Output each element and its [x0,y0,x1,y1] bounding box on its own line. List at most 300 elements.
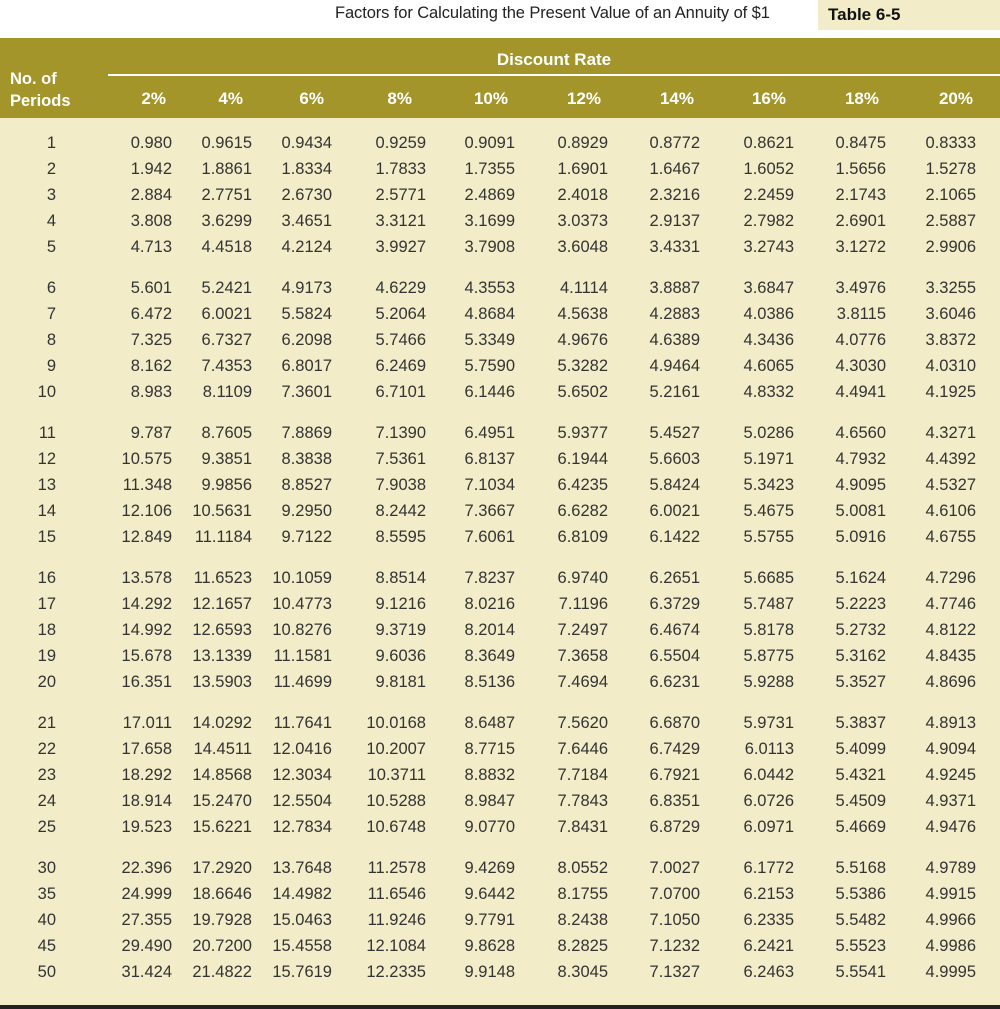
factor-cell: 3.4331 [649,238,700,256]
factor-cell: 6.2421 [743,937,794,955]
factor-cell: 5.0286 [743,424,794,442]
period-cell: 16 [37,569,56,587]
factor-cell: 31.424 [121,963,172,981]
factor-cell: 13.1339 [192,647,252,665]
period-cell: 10 [37,383,56,401]
factor-cell: 7.0027 [649,859,700,877]
factor-cell: 4.7746 [925,595,976,613]
factor-cell: 3.1272 [835,238,886,256]
table-row [0,643,1000,669]
table-row [0,234,1000,260]
factor-cell: 4.9173 [281,279,332,297]
factor-cell: 4.7296 [925,569,976,587]
factor-cell: 4.9915 [925,885,976,903]
factor-cell: 2.884 [130,186,172,204]
factor-cell: 7.6446 [557,740,608,758]
factor-cell: 4.7932 [835,450,886,468]
factor-cell: 3.1699 [464,212,515,230]
factor-cell: 2.4869 [464,186,515,204]
factor-cell: 2.7751 [201,186,252,204]
factor-cell: 8.6487 [464,714,515,732]
factor-cell: 5.3282 [557,357,608,375]
factor-cell: 3.4651 [281,212,332,230]
factor-cell: 4.2124 [281,238,332,256]
factor-cell: 5.1624 [835,569,886,587]
factor-cell: 4.0386 [743,305,794,323]
factor-cell: 9.9148 [464,963,515,981]
factor-cell: 11.348 [122,476,172,494]
factor-cell: 3.6048 [557,238,608,256]
factor-cell: 12.7834 [272,818,332,836]
factor-cell: 8.0552 [557,859,608,877]
factor-cell: 14.4982 [272,885,332,903]
factor-cell: 12.1657 [192,595,252,613]
factor-cell: 11.6523 [193,569,252,587]
factor-cell: 10.6748 [366,818,426,836]
factor-cell: 15.0463 [272,911,332,929]
table-row [0,855,1000,881]
factor-cell: 15.678 [121,647,172,665]
factor-cell: 0.8929 [557,134,608,152]
factor-cell: 8.2825 [557,937,608,955]
period-cell: 19 [37,647,56,665]
periods-heading-line2: Periods [10,92,71,110]
factor-cell: 18.292 [121,766,172,784]
factor-cell: 7.3658 [557,647,608,665]
factor-cell: 8.8514 [375,569,426,587]
factor-cell: 6.8729 [649,818,700,836]
factor-cell: 1.8861 [201,160,252,178]
factor-cell: 8.162 [130,357,172,375]
factor-cell: 4.8122 [925,621,976,639]
factor-cell: 6.0726 [743,792,794,810]
factor-cell: 5.9288 [743,673,794,691]
factor-cell: 20.7200 [192,937,252,955]
factor-cell: 6.2651 [649,569,700,587]
rate-header-6: 6% [299,89,324,108]
table-body [0,118,1000,1009]
periods-heading-line1: No. of [10,70,57,88]
factor-cell: 5.4099 [835,740,886,758]
factor-cell: 12.1084 [366,937,426,955]
factor-cell: 6.1944 [557,450,608,468]
factor-cell: 4.6229 [375,279,426,297]
factor-cell: 5.8178 [743,621,794,639]
factor-cell: 5.5824 [281,305,332,323]
table-row [0,710,1000,736]
table-row [0,881,1000,907]
factor-cell: 5.5523 [835,937,886,955]
factor-cell: 5.4669 [835,818,886,836]
factor-cell: 7.1232 [649,937,700,955]
table-row [0,301,1000,327]
factor-cell: 0.9434 [281,134,332,152]
factor-cell: 8.2014 [464,621,515,639]
factor-cell: 10.0168 [366,714,426,732]
factor-cell: 15.2470 [192,792,252,810]
factor-cell: 7.1390 [375,424,426,442]
factor-cell: 4.9245 [925,766,976,784]
table-label: Table 6-5 [828,5,901,24]
factor-cell: 7.4694 [557,673,608,691]
table-row [0,959,1000,985]
factor-cell: 7.6061 [464,528,515,546]
factor-cell: 2.2459 [743,186,794,204]
factor-cell: 4.1925 [925,383,976,401]
factor-cell: 4.6755 [925,528,976,546]
factor-cell: 5.5168 [835,859,886,877]
factor-cell: 9.6036 [375,647,426,665]
factor-cell: 4.8696 [925,673,976,691]
factor-cell: 4.9464 [649,357,700,375]
rate-header-10: 10% [473,89,508,108]
factor-cell: 13.5903 [192,673,252,691]
period-cell: 14 [37,502,56,520]
factor-cell: 5.6685 [743,569,794,587]
period-cell: 22 [37,740,56,758]
factor-cell: 13.7648 [272,859,332,877]
factor-cell: 4.9095 [835,476,886,494]
factor-cell: 6.2469 [375,357,426,375]
period-cell: 35 [37,885,56,903]
period-cell: 13 [37,476,56,494]
rate-header-2: 2% [141,89,166,108]
period-cell: 18 [37,621,56,639]
table-row [0,814,1000,840]
factor-cell: 0.8475 [835,134,886,152]
factor-cell: 3.3121 [375,212,426,230]
factor-cell: 3.808 [130,212,172,230]
factor-cell: 4.3271 [925,424,976,442]
factor-cell: 7.8237 [464,569,515,587]
factor-cell: 3.7908 [464,238,515,256]
factor-cell: 8.3838 [281,450,332,468]
factor-cell: 5.2732 [835,621,886,639]
factor-cell: 3.6299 [201,212,252,230]
period-cell: 23 [37,766,56,784]
factor-cell: 9.8628 [464,937,515,955]
factor-cell: 7.8869 [281,424,332,442]
factor-cell: 6.2098 [281,331,332,349]
factor-cell: 6.4951 [464,424,515,442]
factor-cell: 6.1772 [743,859,794,877]
factor-cell: 6.7101 [375,383,426,401]
factor-cell: 7.325 [130,331,172,349]
table-row [0,420,1000,446]
factor-cell: 4.9986 [925,937,976,955]
rate-header-14: 14% [659,89,694,108]
title-bar [0,0,1000,38]
table-row [0,208,1000,234]
factor-cell: 5.2421 [201,279,252,297]
factor-cell: 6.2153 [743,885,794,903]
factor-cell: 4.9789 [925,859,976,877]
factor-cell: 0.8333 [925,134,976,152]
period-cell: 2 [46,160,56,178]
factor-cell: 9.3719 [375,621,426,639]
factor-cell: 8.1755 [557,885,608,903]
factor-cell: 6.0113 [744,740,794,758]
factor-cell: 11.6546 [367,885,426,903]
factor-cell: 14.992 [121,621,172,639]
periods-heading [10,68,71,112]
factor-cell: 7.3667 [464,502,515,520]
factor-cell: 5.3423 [743,476,794,494]
factor-cell: 14.292 [121,595,172,613]
factor-cell: 14.4511 [193,740,252,758]
factor-cell: 3.6847 [743,279,794,297]
table-row [0,788,1000,814]
factor-cell: 9.4269 [464,859,515,877]
factor-cell: 8.7605 [201,424,252,442]
factor-cell: 17.2920 [192,859,252,877]
discount-rate-heading: Discount Rate [496,50,612,69]
factor-cell: 5.6603 [649,450,700,468]
factor-cell: 8.983 [130,383,172,401]
table-row [0,472,1000,498]
factor-cell: 7.7843 [557,792,608,810]
factor-cell: 9.787 [130,424,172,442]
factor-cell: 12.106 [121,502,172,520]
factor-cell: 9.3851 [201,450,252,468]
factor-cell: 4.1114 [559,279,608,297]
factor-cell: 11.2578 [367,859,426,877]
factor-cell: 6.7429 [649,740,700,758]
factor-cell: 4.8913 [925,714,976,732]
factor-cell: 3.3255 [925,279,976,297]
factor-cell: 4.3553 [464,279,515,297]
table-row [0,182,1000,208]
factor-cell: 5.8775 [743,647,794,665]
factor-cell: 3.0373 [557,212,608,230]
factor-cell: 18.914 [121,792,172,810]
factor-cell: 4.5638 [557,305,608,323]
factor-cell: 10.2007 [366,740,426,758]
factor-cell: 5.0081 [835,502,886,520]
period-cell: 50 [37,963,56,981]
factor-cell: 5.0916 [835,528,886,546]
factor-cell: 7.1050 [649,911,700,929]
factor-cell: 7.8431 [557,818,608,836]
factor-cell: 4.9966 [925,911,976,929]
factor-cell: 4.4392 [925,450,976,468]
factor-cell: 5.9377 [557,424,608,442]
factor-cell: 16.351 [121,673,172,691]
factor-cell: 8.8527 [281,476,332,494]
factor-cell: 6.0021 [649,502,700,520]
factor-cell: 24.999 [121,885,172,903]
factor-cell: 17.658 [121,740,172,758]
factor-cell: 4.9094 [925,740,976,758]
factor-cell: 6.8351 [649,792,700,810]
table-row [0,498,1000,524]
factor-cell: 6.7327 [201,331,252,349]
rate-header-8: 8% [387,89,412,108]
factor-cell: 0.8772 [649,134,700,152]
factor-cell: 9.7122 [281,528,332,546]
factor-cell: 4.5327 [925,476,976,494]
factor-cell: 6.2335 [743,911,794,929]
factor-cell: 19.7928 [192,911,252,929]
table-row [0,446,1000,472]
table-row [0,762,1000,788]
factor-cell: 7.1034 [464,476,515,494]
table-row [0,156,1000,182]
factor-cell: 9.0770 [464,818,515,836]
factor-cell: 5.7487 [743,595,794,613]
factor-cell: 2.5771 [375,186,426,204]
rate-header-16: 16% [751,89,786,108]
period-cell: 7 [46,305,56,323]
period-cell: 45 [37,937,56,955]
factor-cell: 5.5386 [835,885,886,903]
factor-cell: 5.3837 [835,714,886,732]
factor-cell: 12.3034 [272,766,332,784]
factor-cell: 1.5278 [925,160,976,178]
table-row [0,275,1000,301]
table-row [0,669,1000,695]
table-row [0,327,1000,353]
factor-cell: 5.4509 [835,792,886,810]
factor-cell: 0.9091 [464,134,515,152]
factor-cell: 4.4941 [835,383,886,401]
factor-cell: 1.7355 [464,160,515,178]
factor-cell: 6.8137 [464,450,515,468]
factor-cell: 6.6231 [649,673,700,691]
period-cell: 15 [37,528,56,546]
factor-cell: 7.5361 [375,450,426,468]
factor-cell: 8.0216 [464,595,515,613]
period-cell: 24 [37,792,56,810]
factor-cell: 0.9615 [201,134,252,152]
factor-cell: 3.8887 [649,279,700,297]
factor-cell: 6.8017 [281,357,332,375]
factor-cell: 7.1196 [558,595,608,613]
factor-cell: 1.6052 [743,160,794,178]
factor-cell: 4.3030 [835,357,886,375]
factor-cell: 6.0442 [743,766,794,784]
factor-cell: 4.6389 [649,331,700,349]
factor-cell: 27.355 [121,911,172,929]
factor-cell: 29.490 [121,937,172,955]
factor-cell: 6.6282 [557,502,608,520]
period-cell: 9 [46,357,56,375]
factor-cell: 11.7641 [273,714,332,732]
rate-header-20: 20% [938,89,973,108]
factor-cell: 6.5504 [649,647,700,665]
factor-cell: 1.942 [130,160,172,178]
factor-cell: 2.5887 [925,212,976,230]
factor-cell: 14.8568 [192,766,252,784]
period-cell: 3 [46,186,56,204]
factor-cell: 5.7590 [464,357,515,375]
factor-cell: 3.8115 [836,305,886,323]
factor-cell: 15.6221 [192,818,252,836]
factor-cell: 4.6560 [835,424,886,442]
factor-cell: 4.0310 [925,357,976,375]
factor-cell: 4.6106 [925,502,976,520]
factor-cell: 11.9246 [367,911,426,929]
factor-cell: 7.1327 [649,963,700,981]
table-row [0,617,1000,643]
factor-cell: 1.7833 [375,160,426,178]
factor-cell: 4.713 [130,238,172,256]
factor-cell: 2.7982 [743,212,794,230]
factor-cell: 10.5288 [366,792,426,810]
factor-cell: 0.980 [130,134,172,152]
factor-cell: 1.6467 [649,160,700,178]
header-rule [108,74,1000,76]
table-row [0,130,1000,156]
factor-cell: 12.849 [121,528,172,546]
factor-cell: 5.3527 [835,673,886,691]
factor-cell: 9.1216 [375,595,426,613]
period-cell: 4 [46,212,56,230]
rate-header-12: 12% [566,89,601,108]
factor-cell: 12.0416 [272,740,332,758]
factor-cell: 6.7921 [649,766,700,784]
factor-cell: 12.6593 [192,621,252,639]
period-cell: 21 [37,714,56,732]
period-cell: 5 [46,238,56,256]
factor-cell: 4.8435 [925,647,976,665]
factor-cell: 4.3436 [743,331,794,349]
period-cell: 1 [46,134,56,152]
factor-cell: 2.4018 [557,186,608,204]
factor-cell: 9.7791 [464,911,515,929]
factor-cell: 7.0700 [649,885,700,903]
table-row [0,353,1000,379]
factor-cell: 8.2438 [557,911,608,929]
factor-cell: 6.8109 [557,528,608,546]
period-cell: 17 [37,595,56,613]
period-cell: 40 [37,911,56,929]
factor-cell: 8.3045 [557,963,608,981]
factor-cell: 10.575 [121,450,172,468]
factor-cell: 3.4976 [835,279,886,297]
rate-header-18: 18% [844,89,879,108]
factor-cell: 6.9740 [557,569,608,587]
factor-cell: 10.8276 [272,621,332,639]
factor-cell: 3.6046 [925,305,976,323]
factor-cell: 15.4558 [272,937,332,955]
table-caption: Factors for Calculating the Present Value of an Annuity of $1 [335,4,770,22]
factor-cell: 1.5656 [835,160,886,178]
factor-cell: 4.9676 [557,331,608,349]
factor-cell: 7.3601 [281,383,332,401]
table-label-badge [818,0,1000,30]
factor-cell: 6.1446 [464,383,515,401]
factor-cell: 2.9906 [925,238,976,256]
factor-cell: 4.4518 [201,238,252,256]
factor-cell: 0.8621 [743,134,794,152]
factor-cell: 7.9038 [375,476,426,494]
factor-cell: 2.9137 [649,212,700,230]
rate-header-4: 4% [218,89,243,108]
factor-cell: 10.5631 [192,502,252,520]
factor-cell: 15.7619 [272,963,332,981]
factor-cell: 8.8832 [464,766,515,784]
factor-cell: 2.1065 [925,186,976,204]
factor-cell: 6.1422 [649,528,700,546]
factor-cell: 9.2950 [281,502,332,520]
factor-cell: 5.5755 [743,528,794,546]
factor-cell: 5.2064 [375,305,426,323]
period-cell: 12 [37,450,56,468]
table-row [0,736,1000,762]
factor-cell: 4.8684 [464,305,515,323]
factor-cell: 1.8334 [281,160,332,178]
